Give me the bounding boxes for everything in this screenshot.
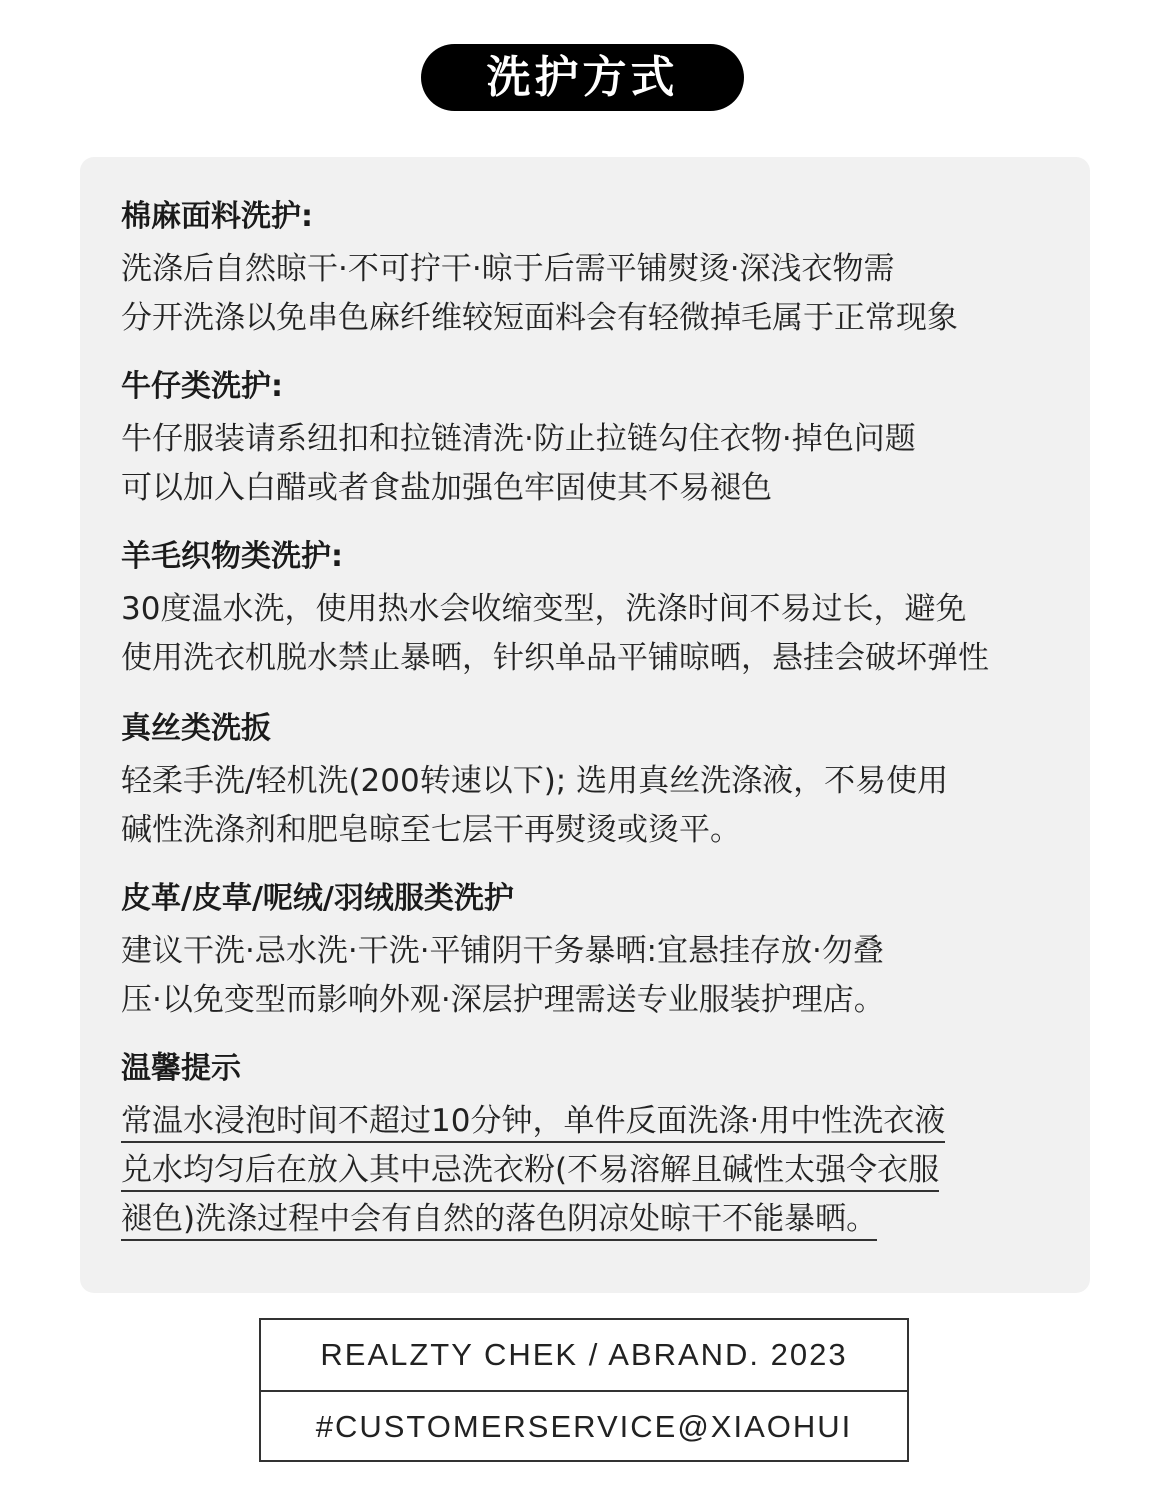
body-line: 洗涤后自然晾干·不可拧干·晾于后需平铺熨烫·深浅衣物需 — [121, 251, 895, 287]
section-body — [121, 927, 1081, 1025]
tip-heading: 温馨提示 — [121, 1051, 241, 1086]
section-cotton-linen — [121, 197, 1081, 343]
section-body — [121, 415, 1081, 513]
tip-line — [121, 1146, 1081, 1195]
footer-contact: #CUSTOMERSERVICE@XIAOHUI — [315, 1409, 853, 1444]
section-heading: 皮革/皮草/呢绒/羽绒服类洗护 — [121, 881, 514, 916]
section-heading: 牛仔类洗护: — [121, 369, 283, 404]
section-heading: 羊毛织物类洗护: — [121, 539, 343, 574]
section-heading: 真丝类洗扳 — [121, 711, 271, 746]
footer-brand: REALZTY CHEK / ABRAND. 2023 — [320, 1337, 848, 1372]
section-leather-fur-down — [121, 879, 1081, 1025]
body-line: 压·以免变型而影响外观·深层护理需送专业服装护理店。 — [121, 982, 885, 1018]
body-line: 建议干洗·忌水洗·干洗·平铺阴干务暴晒:宜悬挂存放·勿叠 — [121, 933, 884, 969]
tip-line-text: 兑水均匀后在放入其中忌洗衣粉(不易溶解且碱性太强令衣服 — [121, 1152, 939, 1192]
footer-box — [259, 1318, 909, 1462]
body-line: 分开洗涤以免串色麻纤维较短面料会有轻微掉毛属于正常现象 — [121, 300, 958, 336]
tip-line-text: 褪色)洗涤过程中会有自然的落色阴凉处晾干不能暴晒。 — [121, 1201, 877, 1241]
body-line: 可以加入白醋或者食盐加强色牢固使其不易褪色 — [121, 470, 772, 506]
body-line: 碱性洗涤剂和肥皂晾至七层干再熨烫或烫平。 — [121, 812, 741, 848]
section-tip — [121, 1049, 1081, 1244]
tip-body — [121, 1097, 1081, 1244]
care-instructions-card — [80, 157, 1090, 1293]
tip-line — [121, 1195, 1081, 1244]
body-line: 使用洗衣机脱水禁止暴晒，针织单品平铺晾晒，悬挂会破坏弹性 — [121, 640, 989, 676]
page-title: 洗护方式 — [421, 44, 744, 111]
section-body — [121, 757, 1081, 855]
section-silk — [121, 709, 1081, 855]
body-line: 牛仔服装请系纽扣和拉链清洗·防止拉链勾住衣物·掉色问题 — [121, 421, 916, 457]
section-heading: 棉麻面料洗护: — [121, 199, 313, 234]
body-line: 轻柔手洗/轻机洗(200转速以下); 选用真丝洗涤液，不易使用 — [121, 763, 949, 799]
tip-line — [121, 1097, 1081, 1146]
section-body — [121, 585, 1081, 683]
section-wool — [121, 537, 1081, 683]
tip-line-text: 常温水浸泡时间不超过10分钟，单件反面洗涤·用中性洗衣液 — [121, 1103, 945, 1143]
body-line: 30度温水洗，使用热水会收缩变型，洗涤时间不易过长，避免 — [121, 591, 967, 627]
section-denim — [121, 367, 1081, 513]
section-body — [121, 245, 1081, 343]
